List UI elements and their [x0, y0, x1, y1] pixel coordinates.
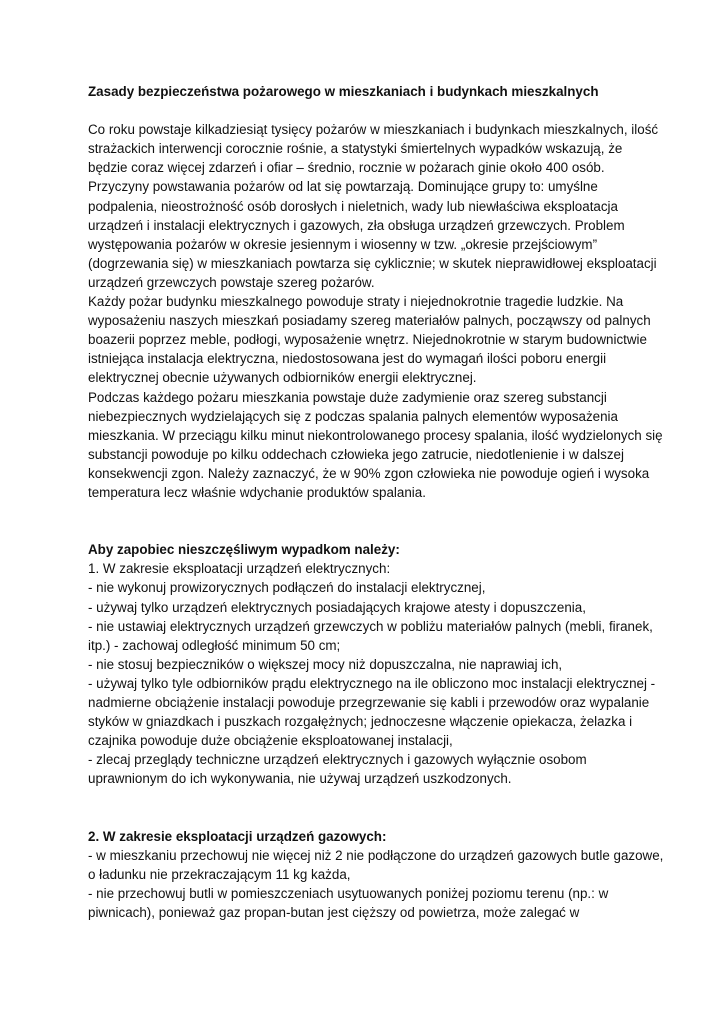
text-line: Każdy pożar budynku mieszkalnego powoduje straty i niejednokrotnie tragedie ludzkie. Na — [88, 294, 624, 310]
text-line: konsekwencji zgon. Należy zaznaczyć, że w 90% zgon człowieka nie powoduje ogień i wysoka — [88, 465, 650, 481]
section-heading: 1. W zakresie eksploatacji urządzeń elektrycznych: — [88, 561, 391, 577]
text-line: urządzeń grzewczych powstaje szereg pożarów. — [88, 274, 375, 290]
text-line: urządzeń i instalacji elektrycznych i gazowych, zła obsługa urządzeń grzewczych. Problem — [88, 217, 625, 233]
list-item: - w mieszkaniu przechowuj nie więcej niż 2 nie podłączone do urządzeń gazowych butle gazowe, — [88, 847, 664, 863]
list-item: itp.) - zachowaj odległość minimum 50 cm; — [88, 637, 341, 653]
text-line: podpalenia, nieostrożność osób dorosłych i nieletnich, wady lub niewłaściwa eksploatacja — [88, 198, 618, 214]
spacer — [88, 502, 648, 540]
text-line: Co roku powstaje kilkadziesiąt tysięcy pożarów w mieszkaniach i budynkach mieszkalnych, ilość — [88, 122, 659, 138]
document-title: Zasady bezpieczeństwa pożarowego w mieszkaniach i budynkach mieszkalnych — [88, 84, 599, 99]
list-item: - nie wykonuj prowizorycznych podłączeń do instalacji elektrycznej, — [88, 580, 486, 596]
text-line: Podczas każdego pożaru mieszkania powstaje duże zadymienie oraz szereg substancji — [88, 389, 607, 405]
text-line: strażackich interwencji corocznie rośnie, a statystyki śmiertelnych wypadków wskazują, że — [88, 141, 623, 157]
prevention-heading: Aby zapobiec nieszczęśliwym wypadkom należy: — [88, 542, 400, 558]
text-line: będzie coraz więcej zdarzeń i ofiar – średnio, rocznie w pożarach ginie około 400 osób. — [88, 160, 605, 176]
section-gas — [88, 846, 664, 922]
text-line: temperatura lecz właśnie wdychanie produktów spalania. — [88, 484, 426, 500]
text-line: niebezpiecznych wydzielających się z podczas spalania palnych elementów wyposażenia — [88, 408, 618, 424]
list-item: o ładunku nie przekraczającym 11 kg każda, — [88, 866, 351, 882]
text-line: istniejąca instalacja elektryczna, niedostosowana jest do wymagań ilości poboru energii — [88, 351, 607, 367]
text-line: wyposażeniu naszych mieszkań posiadamy szereg materiałów palnych, począwszy od palnych — [88, 313, 651, 329]
text-line: elektrycznej obecnie używanych odbiorników energii elektrycznej. — [88, 370, 477, 386]
list-item: - nie ustawiaj elektrycznych urządzeń grzewczych w pobliżu materiałów palnych (mebli, firanek, — [88, 618, 653, 634]
list-item: styków w gniazdkach i puszkach rozgałężnych; jednoczesne włączenie opiekacza, żelazka i — [88, 714, 633, 730]
text-line: mieszkania. W przeciągu kilku minut niekontrolowanego procesy spalania, ilość wydzielonych się — [88, 427, 663, 443]
section-electrical — [88, 559, 656, 788]
intro-paragraphs — [88, 120, 663, 502]
list-item: nadmierne obciążenie instalacji powoduje przegrzewanie się kabli i przewodów oraz wypalanie — [88, 695, 650, 710]
list-item: - nie stosuj bezpieczników o większej mocy niż dopuszczalna, nie naprawiaj ich, — [88, 656, 563, 672]
text-line: występowania pożarów w okresie jesiennym i wiosenny w tzw. „okresie przejściowym” — [88, 236, 598, 252]
spacer — [88, 788, 648, 826]
text-line: Przyczyny powstawania pożarów od lat się powtarzają. Dominujące grupy to: umyślne — [88, 179, 598, 195]
text-line: substancji powoduje po kilku oddechach człowieka jego zatrucie, niedotlenienie i w dalszej — [88, 446, 624, 462]
list-item: czajnika powoduje duże obciążenie eksploatowanej instalacji, — [88, 733, 453, 749]
text-line: boazerii poprzez meble, podłogi, wyposażenie wnętrz. Niejednokrotnie w starym budownictwie — [88, 332, 647, 348]
text-line: (dogrzewania się) w mieszkaniach powtarza się cyklicznie; w skutek nieprawidłowej eksploatacji — [88, 255, 657, 271]
list-item: uprawnionym do ich wykonywania, nie używaj urządzeń uszkodzonych. — [88, 771, 512, 787]
list-item: piwnicach), ponieważ gaz propan-butan jest cięższy od powietrza, może zalegać w — [88, 905, 580, 921]
list-item: - używaj tylko urządzeń elektrycznych posiadających krajowe atesty i dopuszczenia, — [88, 599, 586, 615]
list-item: - używaj tylko tyle odbiorników prądu elektrycznego na ile obliczono moc instalacji elektrycznej - — [88, 675, 656, 691]
list-item: - nie przechowuj butli w pomieszczeniach usytuowanych poniżej poziomu terenu (np.: w — [88, 885, 609, 901]
list-item: - zlecaj przeglądy techniczne urządzeń elektrycznych i gazowych wyłącznie osobom — [88, 752, 587, 768]
document-body — [88, 82, 664, 922]
section-gas-heading: 2. W zakresie eksploatacji urządzeń gazowych: — [88, 828, 387, 844]
spacer — [88, 101, 648, 120]
